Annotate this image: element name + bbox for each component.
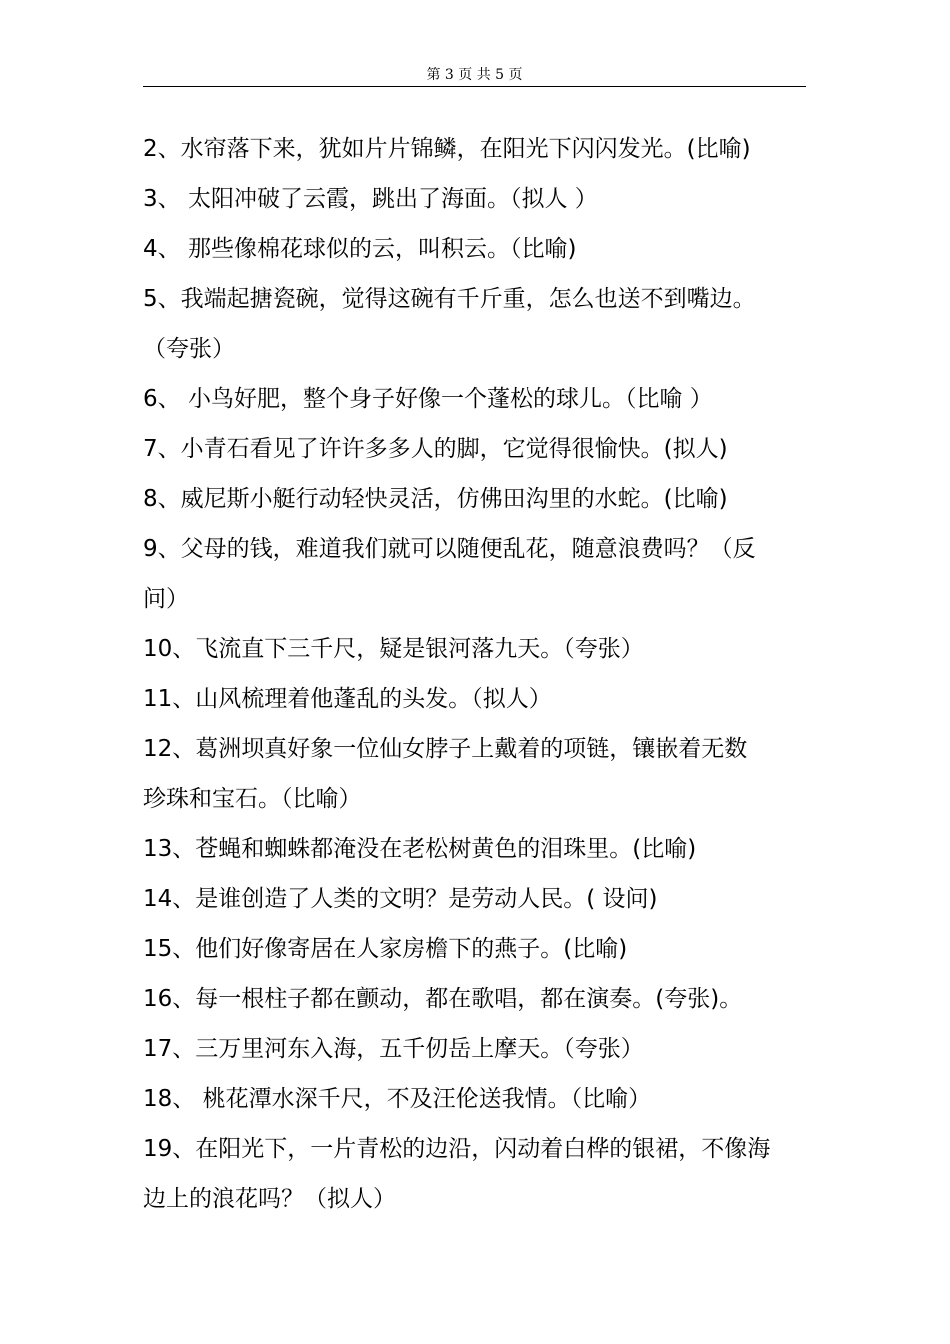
text-line: 13、苍蝇和蜘蛛都淹没在老松树黄色的泪珠里。(比喻): [143, 836, 697, 862]
text-line: （夸张）: [143, 336, 235, 362]
text-line: 9、父母的钱，难道我们就可以随便乱花，随意浪费吗？（反: [143, 536, 756, 562]
text-line: 3、 太阳冲破了云霞，跳出了海面。（拟人 ）: [143, 186, 598, 212]
text-line: 11、山风梳理着他蓬乱的头发。（拟人）: [143, 686, 552, 712]
text-line: 10、飞流直下三千尺，疑是银河落九天。（夸张）: [143, 636, 644, 662]
text-line: 15、他们好像寄居在人家房檐下的燕子。(比喻): [143, 936, 628, 962]
text-line: 19、在阳光下，一片青松的边沿，闪动着白桦的银裙，不像海: [143, 1136, 771, 1162]
text-line: 17、三万里河东入海，五千仞岳上摩天。（夸张）: [143, 1036, 644, 1062]
text-line: 2、水帘落下来，犹如片片锦鳞，在阳光下闪闪发光。(比喻): [143, 136, 751, 162]
text-line: 8、威尼斯小艇行动轻快灵活，仿佛田沟里的水蛇。(比喻): [143, 486, 728, 512]
text-line: 4、 那些像棉花球似的云，叫积云。（比喻): [143, 236, 577, 262]
document-body: [143, 124, 808, 1224]
text-line: 问）: [143, 586, 189, 612]
text-line: 边上的浪花吗？（拟人）: [143, 1186, 396, 1212]
text-line: 14、是谁创造了人类的文明？是劳动人民。( 设问): [143, 886, 658, 912]
text-line: 5、我端起搪瓷碗，觉得这碗有千斤重，怎么也送不到嘴边。: [143, 286, 756, 312]
text-line: 18、 桃花潭水深千尺，不及汪伦送我情。（比喻）: [143, 1086, 652, 1112]
header-divider: [143, 86, 806, 87]
text-line: 7、小青石看见了许许多多人的脚，它觉得很愉快。(拟人): [143, 436, 728, 462]
text-line: 珍珠和宝石。（比喻）: [143, 786, 362, 812]
text-line: 6、 小鸟好肥，整个身子好像一个蓬松的球儿。（比喻 ）: [143, 386, 713, 412]
page-header: 第 3 页 共 5 页: [426, 67, 523, 83]
text-line: 12、葛洲坝真好象一位仙女脖子上戴着的项链，镶嵌着无数: [143, 736, 748, 762]
text-line: 16、每一根柱子都在颤动，都在歌唱，都在演奏。(夸张)。: [143, 986, 743, 1012]
